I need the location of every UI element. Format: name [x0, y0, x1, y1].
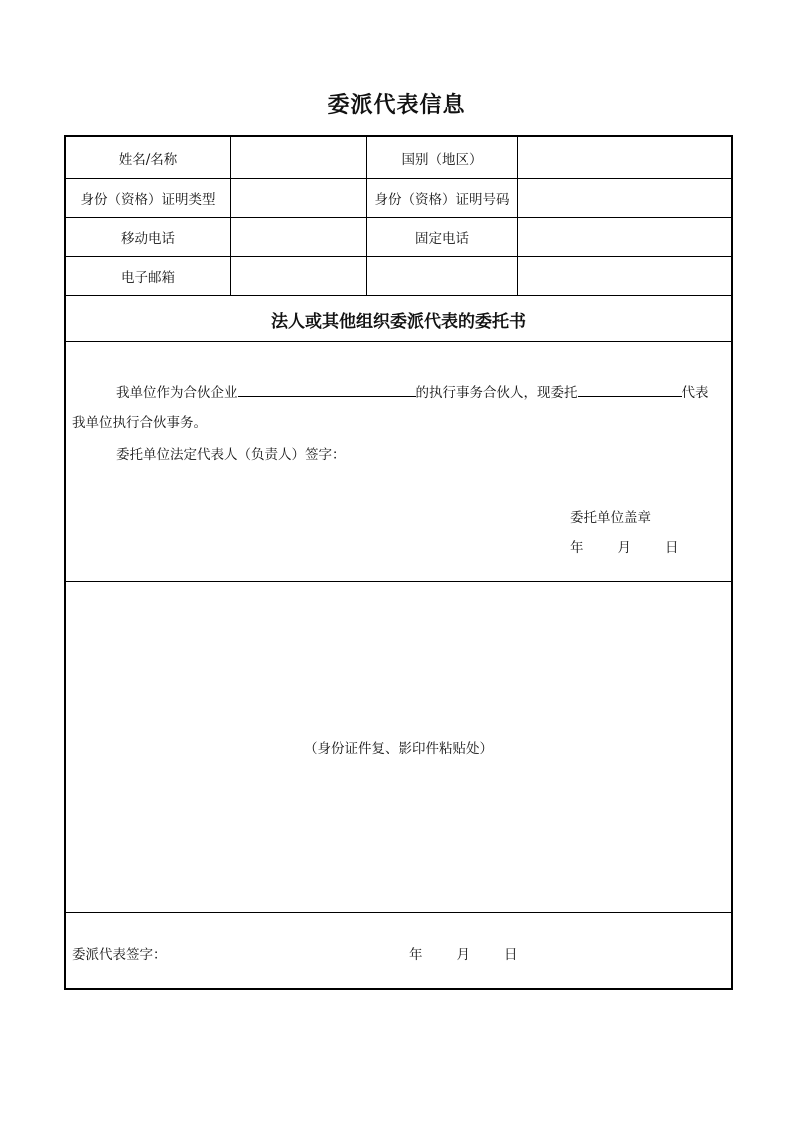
- country-label: 国别（地区）: [401, 151, 483, 168]
- email-field[interactable]: [231, 256, 366, 295]
- id-type-label: 身份（资格）证明类型: [80, 191, 216, 208]
- landline-field[interactable]: [518, 217, 731, 256]
- entrustment-heading: 法人或其他组织委派代表的委托书: [271, 311, 526, 332]
- legal-rep-signature-label: 委托单位法定代表人（负责人）签字：: [116, 447, 346, 463]
- date-year: 年: [409, 947, 423, 963]
- entrustment-line-2: 我单位执行合伙事务。: [72, 415, 207, 431]
- name-field[interactable]: [231, 137, 366, 178]
- entrustment-line-1: [116, 381, 709, 401]
- delegate-name-blank[interactable]: [578, 382, 682, 397]
- country-field[interactable]: [518, 137, 731, 178]
- date-month: 月: [617, 540, 631, 556]
- section-divider: [66, 912, 731, 913]
- email-label: 电子邮箱: [121, 269, 175, 286]
- id-number-field[interactable]: [518, 178, 731, 217]
- footer-date: [409, 943, 518, 963]
- mobile-label: 移动电话: [121, 230, 175, 247]
- entrustment-text-a: 我单位作为合伙企业: [116, 385, 238, 401]
- seal-date: [570, 536, 679, 556]
- date-month: 月: [456, 947, 470, 963]
- id-copy-paste-area: [66, 582, 731, 912]
- enterprise-name-blank[interactable]: [238, 382, 416, 397]
- delegate-signature-label: 委派代表签字：: [72, 947, 167, 963]
- landline-label: 固定电话: [415, 230, 469, 247]
- entrustment-text-c: 代表: [681, 385, 709, 401]
- entrustment-text-b: 的执行事务合伙人，现委托: [415, 385, 578, 401]
- date-day: 日: [665, 540, 679, 556]
- date-year: 年: [570, 540, 584, 556]
- form-frame: [64, 135, 733, 990]
- id-copy-placeholder: （身份证件复、影印件粘贴处）: [304, 741, 493, 757]
- page-title: 委派代表信息: [327, 93, 466, 118]
- row-divider: [66, 295, 731, 296]
- seal-label: 委托单位盖章: [570, 510, 651, 526]
- mobile-field[interactable]: [231, 217, 366, 256]
- id-number-label: 身份（资格）证明号码: [374, 191, 510, 208]
- name-label: 姓名/名称: [118, 151, 178, 168]
- section-divider: [66, 341, 731, 342]
- id-type-field[interactable]: [231, 178, 366, 217]
- date-day: 日: [504, 947, 518, 963]
